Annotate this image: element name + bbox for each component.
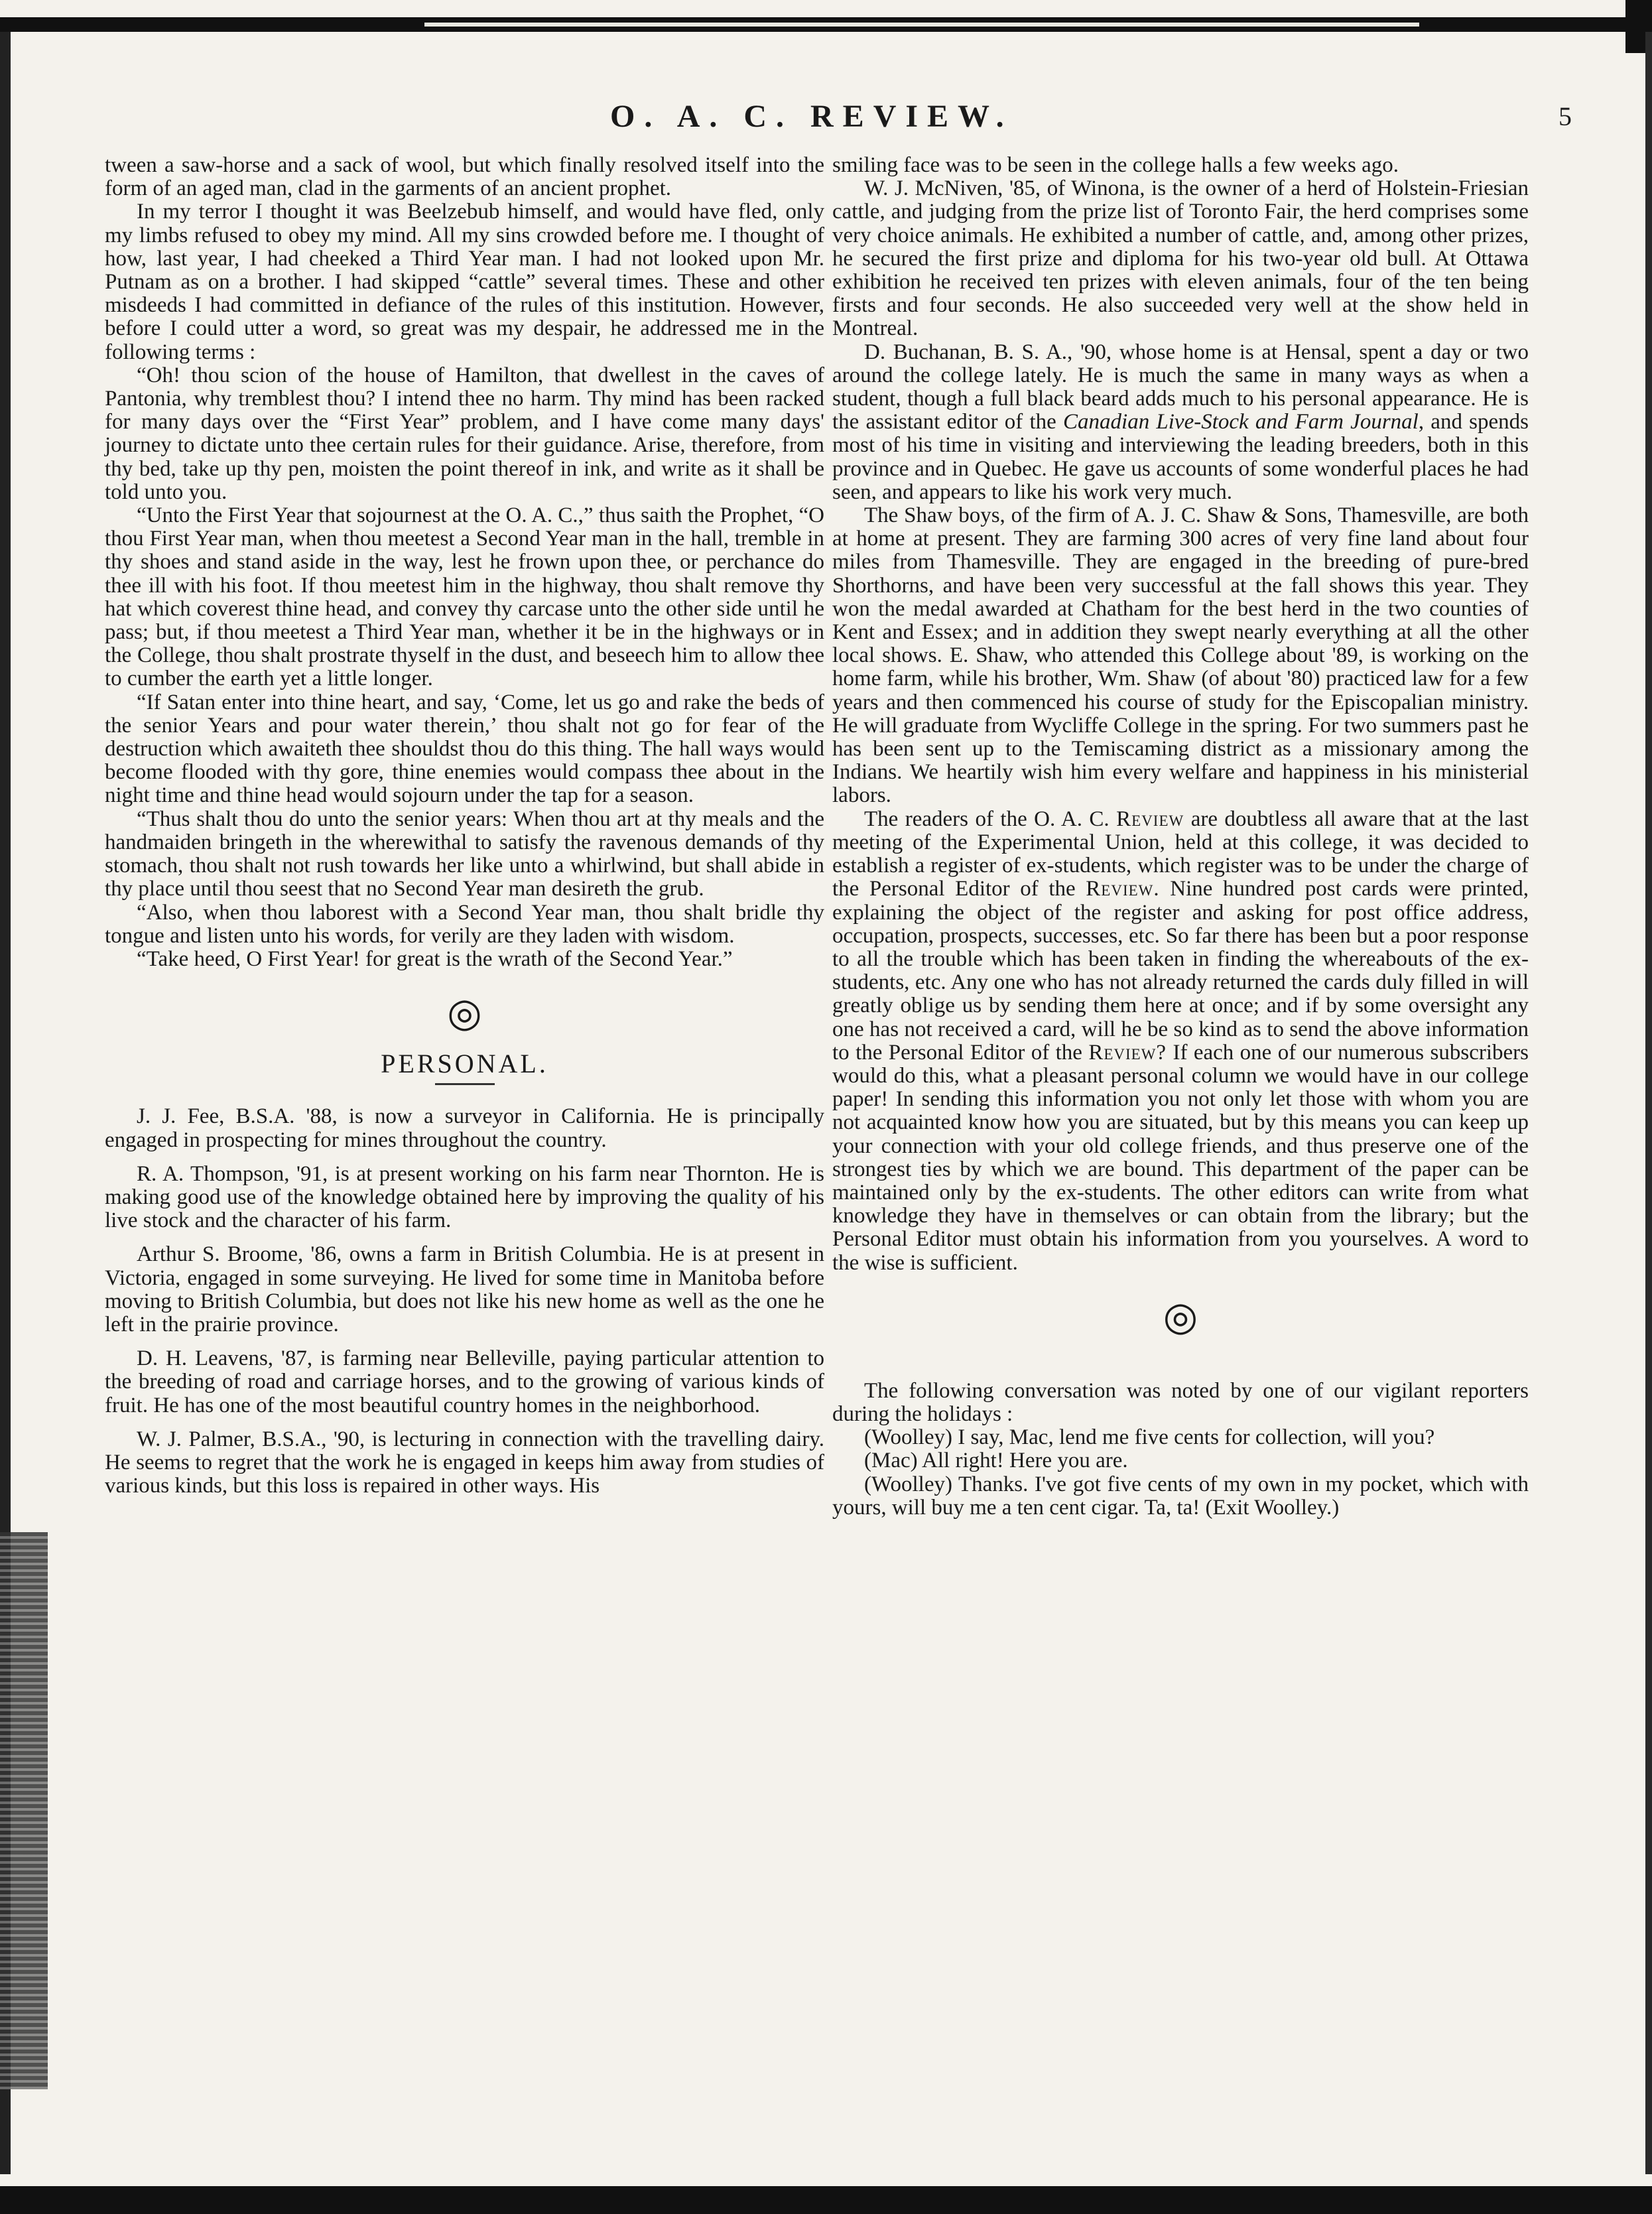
journal-name: Canadian Live-Stock and Farm Journal	[1063, 410, 1419, 434]
paragraph	[832, 808, 1529, 1275]
text-run: D. Buchanan, B. S. A., '90, whose home is at Hensal, spent a day or two around the college lately. He is much the same in many ways as when a student, though a full black beard adds much to his personal appearance. He is the assistant editor of the	[832, 340, 1529, 434]
personal-item: W. J. Palmer, B.S.A., '90, is lecturing in connection with the travelling dairy. He seems to regret that the work he is engaged in keeps him away from studies of various kinds, but this loss is repaired in other ways. His	[105, 1427, 824, 1498]
paragraph: “Unto the First Year that sojournest at the O. A. C.,” thus saith the Prophet, “O thou First Year man, when thou meetest a Second Year man in the hall, tremble in thy shoes and stand aside in the way, lest he frown upon thee, or perchance do thee ill with his foot. If thou meetest him in the highway, thou shalt remove thy hat which coverest thine head, and convey thy carcase unto the other side until he pass; but, if thou meetest a Third Year man, whether it be in the highways or in the College, thou shalt prostrate thyself in the dust, and beseech him to allow thee to cumber the earth yet a little longer.	[105, 503, 824, 691]
section-ornament: ◎	[1163, 1294, 1198, 1338]
section-heading: PERSONAL.	[381, 1049, 548, 1079]
paragraph: (Woolley) Thanks. I've got five cents of my own in my pocket, which with yours, will buy me a ten cent cigar. Ta, ta! (Exit Woolley.)	[832, 1472, 1529, 1520]
paragraph: tween a saw-horse and a sack of wool, but which finally resolved itself into the form of an aged man, clad in the garments of an ancient prophet.	[105, 153, 824, 201]
spacer	[832, 1353, 1529, 1380]
right-border	[1645, 32, 1652, 2174]
review-name: Review	[1116, 807, 1184, 831]
text-run: If each one of our numerous subscribers would do this, what a pleasant personal column we would have in our college paper! In sending this information you not only let those with whom you are not acquainted know how you are situated, but by this means you can keep up your connection with your old college friends, and thus preserve one of the strongest ties by which we are bound. This department of the paper can be maintained only by the ex-students. The other editors can write from what knowledge they have in themselves or can obtain from the library; but the Personal Editor must obtain his information from you yourselves. A word to the wise is sufficient.	[832, 1040, 1529, 1275]
personal-item: D. H. Leavens, '87, is farming near Belleville, paying particular attention to the breeding of road and carriage horses, and to the growing of various kinds of fruit. He has one of the most beautiful country homes in the neighborhood.	[105, 1346, 824, 1417]
paragraph: “If Satan enter into thine heart, and say, ‘Come, let us go and rake the beds of the senior Years and pour water therein,’ thou shalt not go for fear of the destruction which awaiteth thee shouldst thou do this thing. The hall ways would become flooded with thy gore, thine enemies would compass thee about in the night time and thine head would sojourn under the tap for a season.	[105, 690, 824, 808]
text-run: Nine hundred post cards were printed, explaining the object of the register and asking for post office address, occupation, prospects, successes, etc. So far there has been but a poor response to all the trouble which has been taken in finding the whereabouts of the ex-students, etc. Any one who has not already returned the cards duly filled in will greatly oblige us by sending them here at once; and if by some oversight any one has not received a card, will he be so kind as to send the above information to the Personal Editor of the	[832, 877, 1529, 1065]
bottom-border	[0, 2186, 1652, 2214]
section-rule	[435, 1083, 495, 1085]
paragraph: “Also, when thou laborest with a Second Year man, thou shalt bridle thy tongue and listen unto his words, for verily are they laden with wisdom.	[105, 900, 824, 948]
personal-item: R. A. Thompson, '91, is at present working on his farm near Thornton. He is making good use of the knowledge obtained here by improving the quality of his live stock and the character of his farm.	[105, 1161, 824, 1233]
paragraph: In my terror I thought it was Beelzebub himself, and would have fled, only my limbs refused to obey my mind. All my sins crowded before me. I thought of how, last year, I had cheeked a Third Year man. I had not looked upon Mr. Putnam as on a brother. I had skipped “cattle” several times. These and other misdeeds I had committed in defiance of the rules of this institution. However, before I could utter a word, so great was my despair, he addressed me in the following terms :	[105, 200, 824, 364]
paragraph: The Shaw boys, of the firm of A. J. C. Shaw & Sons, Thamesville, are both at home at present. They are farming 300 acres of very fine land about four miles from Thamesville. They are engaged in the breeding of pure-bred Shorthorns, and have been very successful at the fall shows this year. They won the medal awarded at Chatham for the best herd in the two counties of Kent and Essex; and in addition they swept nearly everything at all the other local shows. E. Shaw, who attended this College about '89, is working on the home farm, while his brother, Wm. Shaw (of about '80) practiced law for a few years and then commenced his course of study for the Episcopalian ministry. He will graduate from Wycliffe College in the spring. For two summers past he has been sent up to the Temiscaming district as a missionary among the Indians. We heartily wish him every welfare and happiness in his ministerial labors.	[832, 503, 1529, 808]
running-header	[0, 93, 1652, 146]
paragraph: “Oh! thou scion of the house of Hamilton, that dwellest in the caves of Pantonia, why tremblest thou? I intend thee no harm. Thy mind has been racked for many days over the “First Year” problem, and I have come many days' journey to dictate unto thee certain rules for their guidance. Arise, therefore, from thy bed, take up thy pen, moisten the point thereof in ink, and write as it shall be told unto you.	[105, 363, 824, 504]
paragraph: smiling face was to be seen in the college halls a few weeks ago.	[832, 153, 1399, 177]
top-border-highlight	[424, 23, 1419, 27]
review-name: Review.	[1086, 877, 1160, 901]
binding-mark	[0, 1532, 48, 2089]
review-name: Review?	[1088, 1040, 1167, 1065]
personal-item: Arthur S. Broome, '86, owns a farm in British Columbia. He is at present in Victoria, engaged in some surveying. He lived for some time in Manitoba before moving to British Columbia, but does not like his new home as well as the one he left in the prairie province.	[105, 1242, 824, 1336]
text-run: are doubtless all aware that at the last meeting of the Experimental Union, held at this college, it was decided to establish a register of ex-students, which register was to be under the charge of the Personal Editor of the	[832, 807, 1529, 901]
text-run: , and spends most of his time in visiting and interviewing the leading breeders, both in this province and in Quebec. He gave us accounts of some wonderful places he had seen, and appears to like his work very much.	[832, 410, 1529, 504]
journal-title: O. A. C. REVIEW.	[610, 99, 1013, 134]
paragraph: The following conversation was noted by one of our vigilant reporters during the holidays :	[832, 1378, 1529, 1426]
page-number: 5	[1558, 101, 1572, 131]
left-column	[105, 154, 824, 1498]
paragraph: (Woolley) I say, Mac, lend me five cents for collection, will you?	[864, 1425, 1435, 1450]
paragraph: “Thus shalt thou do unto the senior years: When thou art at thy meals and the handmaiden bringeth in the wherewithal to satisfy the ravenous demands of thy stomach, thou shalt not rush towards her like unto a whirlwind, but shall abide in thy place until thou seest that no Second Year man desireth the grub.	[105, 807, 824, 901]
text-run: The readers of the O. A. C.	[864, 807, 1110, 831]
paragraph: (Mac) All right! Here you are.	[864, 1449, 1128, 1473]
paragraph	[832, 341, 1529, 504]
paragraph: W. J. McNiven, '85, of Winona, is the owner of a herd of Holstein-Friesian cattle, and judging from the prize list of Toronto Fair, the herd comprises some very choice animals. He exhibited a number of cattle, and, among other prizes, he secured the first prize and diploma for his two-year old bull. At Ottawa exhibition he received ten prizes with eleven animals, four of the ten being firsts and four seconds. He also succeeded very well at the show held in Montreal.	[832, 176, 1529, 341]
paragraph: “Take heed, O First Year! for great is the wrath of the Second Year.”	[137, 946, 733, 971]
right-column	[832, 154, 1529, 1520]
section-ornament: ◎	[447, 991, 482, 1035]
personal-item: J. J. Fee, B.S.A. '88, is now a surveyor in California. He is principally engaged in prospecting for mines throughout the country.	[105, 1104, 824, 1152]
